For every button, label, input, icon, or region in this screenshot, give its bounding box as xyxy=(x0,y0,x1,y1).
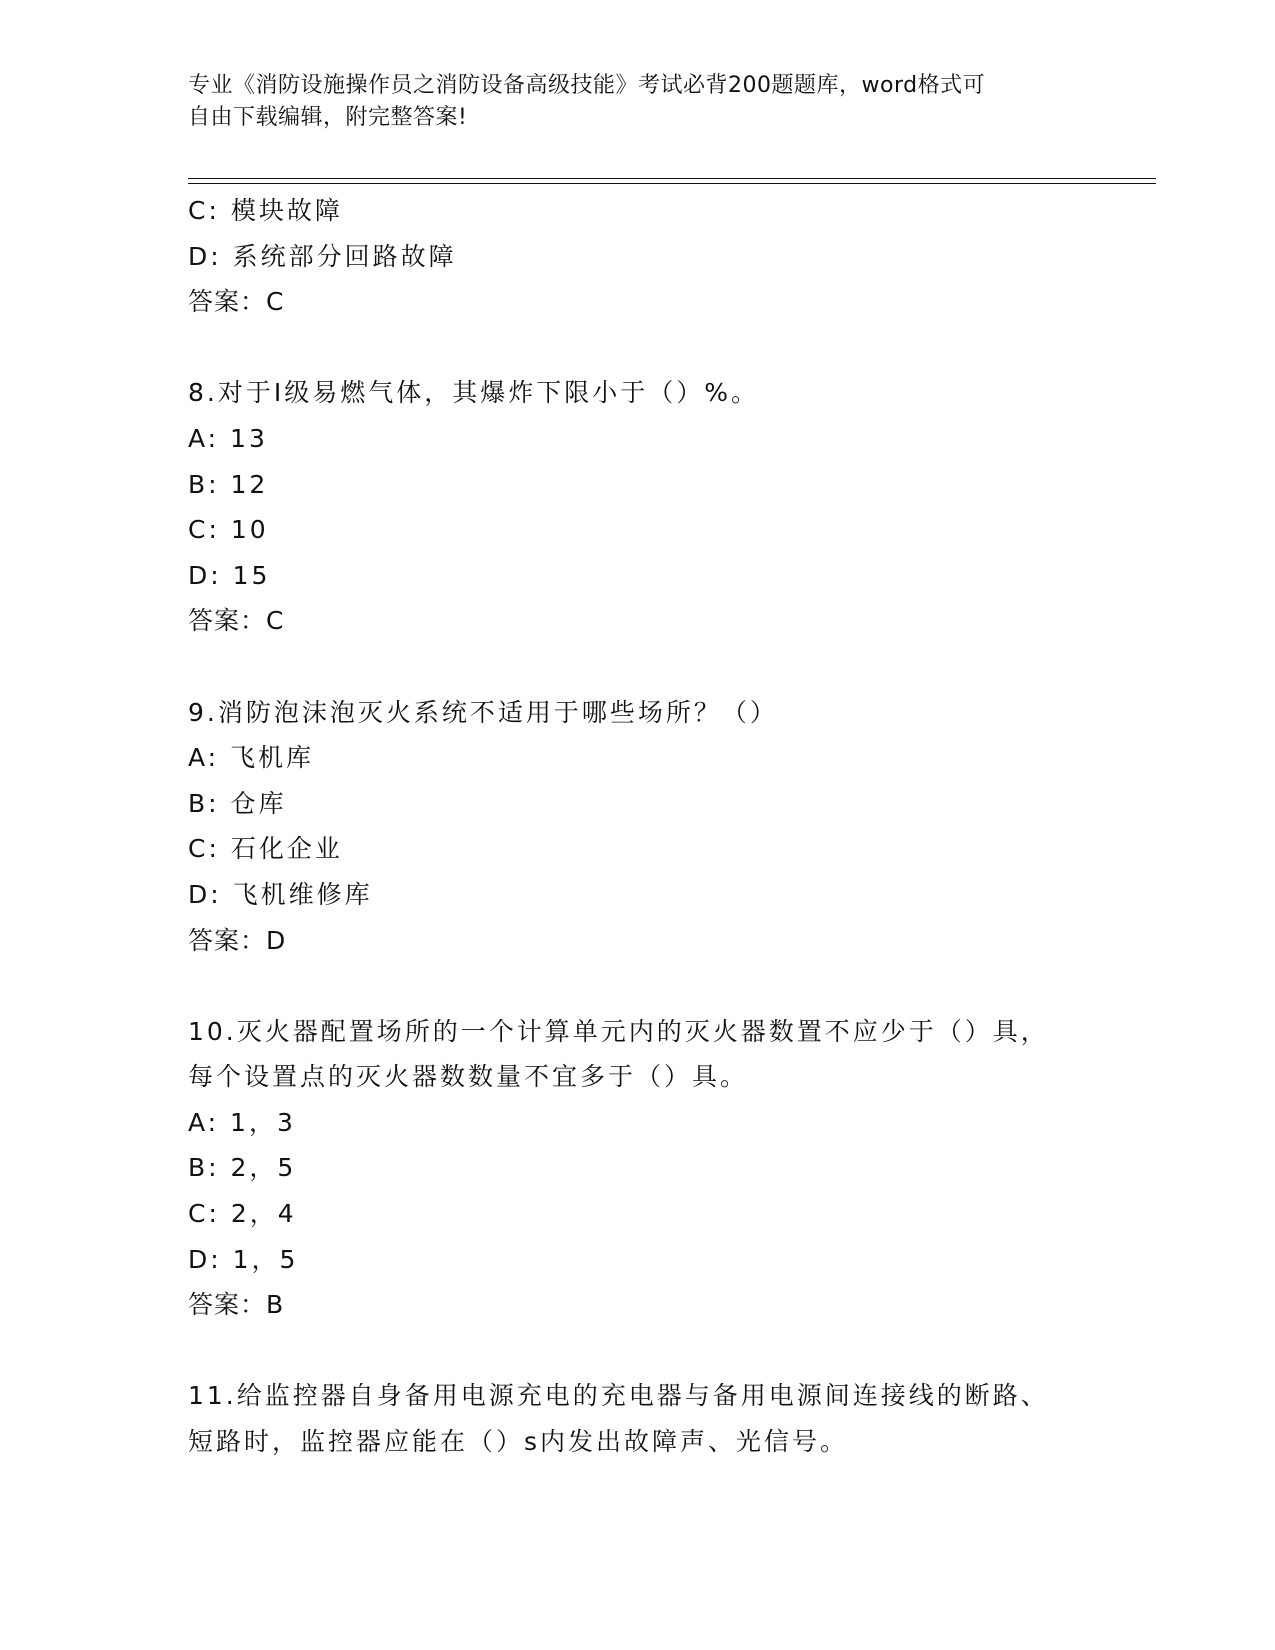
question-stem: 8.对于Ⅰ级易燃气体，其爆炸下限小于（）%。 xyxy=(188,378,759,408)
option-a: A: 飞机库 xyxy=(188,743,315,773)
option-d: D: 15 xyxy=(188,560,271,590)
spacer xyxy=(188,1328,1088,1374)
option-b: B: 12 xyxy=(188,469,269,499)
option-a: A: 1，3 xyxy=(188,1107,296,1137)
question-9 xyxy=(188,690,1088,964)
spacer xyxy=(188,644,1088,690)
question-stem-line-1: 10.灭火器配置场所的一个计算单元内的灭火器数置不应少于（）具， xyxy=(188,1016,1049,1046)
option-c: C: 模块故障 xyxy=(188,196,343,225)
question-11 xyxy=(188,1373,1088,1464)
spacer xyxy=(188,963,1088,1009)
option-c: C: 2，4 xyxy=(188,1199,297,1229)
option-b: B: 仓库 xyxy=(188,788,287,818)
document-header xyxy=(188,70,1068,134)
spacer xyxy=(188,325,1088,371)
question-10 xyxy=(188,1009,1088,1328)
option-c: C: 10 xyxy=(188,515,269,545)
option-d: D: 飞机维修库 xyxy=(188,879,373,909)
question-stem-line-2: 短路时，监控器应能在（）s内发出故障声、光信号。 xyxy=(188,1427,849,1457)
option-a: A: 13 xyxy=(188,423,268,453)
question-list xyxy=(188,188,1088,1465)
question-stem-line-2: 每个设置点的灭火器数数量不宜多于（）具。 xyxy=(188,1062,749,1092)
answer: 答案：C xyxy=(188,606,285,636)
option-d: D: 1，5 xyxy=(188,1244,299,1274)
question-7 xyxy=(188,188,1088,325)
question-stem: 9.消防泡沫泡灭火系统不适用于哪些场所？（） xyxy=(188,697,778,727)
answer: 答案：C xyxy=(188,287,285,317)
option-b: B: 2，5 xyxy=(188,1153,297,1183)
option-c: C: 石化企业 xyxy=(188,834,343,864)
option-d: D: 系统部分回路故障 xyxy=(188,241,457,271)
header-rule-top xyxy=(188,178,1156,179)
header-rule-bottom xyxy=(188,183,1156,184)
answer: 答案：B xyxy=(188,1290,285,1320)
header-line-1: 专业《消防设施操作员之消防设备高级技能》考试必背200题题库，word格式可 xyxy=(188,73,986,98)
question-8 xyxy=(188,370,1088,644)
header-line-2: 自由下载编辑，附完整答案! xyxy=(188,105,468,130)
question-stem-line-1: 11.给监控器自身备用电源充电的充电器与备用电源间连接线的断路、 xyxy=(188,1381,1049,1411)
answer: 答案：D xyxy=(188,925,287,955)
